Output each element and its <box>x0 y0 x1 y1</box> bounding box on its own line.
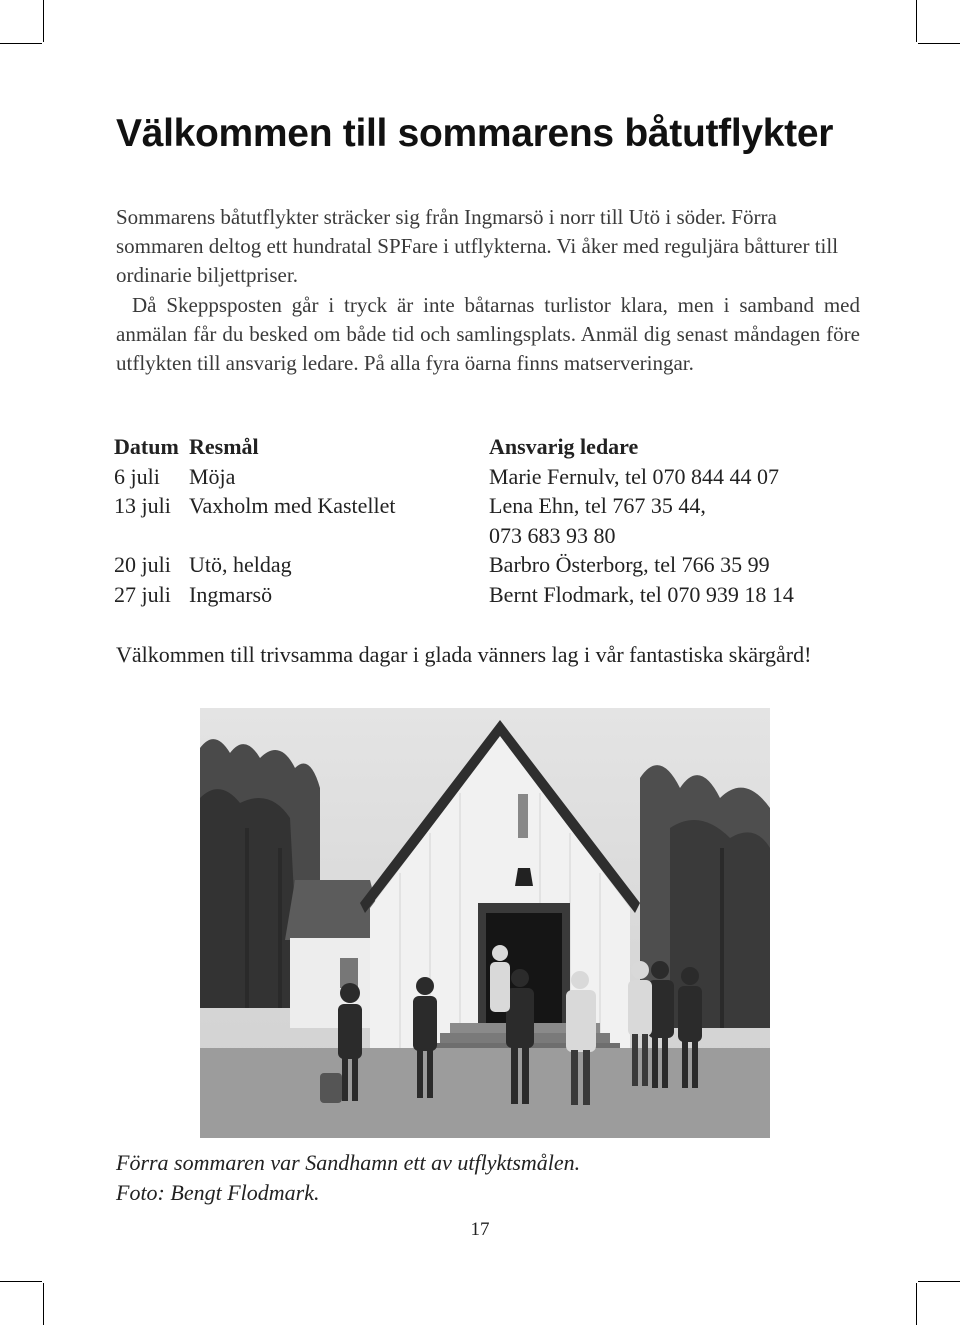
row-leader-extra: 073 683 93 80 <box>489 522 616 548</box>
row-destination: Möja <box>189 463 236 489</box>
intro-paragraph-1: Sommarens båtutflykter sträcker sig från Ingmarsö i norr till Utö i söder. Förra sommaren deltog ett hundratal SPFare i utflykterna. Vi åker med reguljära båtturer till ordinarie biljettpriser. <box>116 205 839 288</box>
chapel-photo <box>200 708 770 1138</box>
table-row <box>114 552 794 582</box>
table-row-continuation <box>114 523 794 553</box>
schedule-header-row <box>114 434 794 464</box>
photo-caption <box>116 1148 580 1208</box>
crop-mark <box>0 43 42 44</box>
crop-mark <box>43 1283 44 1325</box>
table-row <box>114 582 794 612</box>
row-destination: Utö, heldag <box>189 552 292 577</box>
crop-mark <box>918 1281 960 1282</box>
schedule-table <box>114 434 794 611</box>
crop-mark <box>43 0 44 42</box>
closing-paragraph: Välkommen till trivsamma dagar i glada vänners lag i vår fantastiska skärgård! <box>116 642 812 667</box>
bag <box>320 1073 342 1103</box>
table-row <box>114 464 794 494</box>
header-destination: Resmål <box>189 434 259 459</box>
row-leader: Bernt Flodmark, tel 070 939 18 14 <box>489 581 794 607</box>
row-leader: Lena Ehn, tel 767 35 44, <box>489 493 706 518</box>
crop-mark <box>918 43 960 44</box>
page-number: 17 <box>470 1219 490 1240</box>
row-date: 13 juli <box>114 493 171 518</box>
row-leader: Barbro Österborg, tel 766 35 99 <box>489 552 770 577</box>
caption-line-1: Förra sommaren var Sandhamn ett av utflyktsmålen. <box>116 1150 581 1175</box>
caption-line-2: Foto: Bengt Flodmark. <box>116 1180 320 1205</box>
intro-paragraph-2: Då Skeppsposten går i tryck är inte båtarnas turlistor klara, men i samband med anmälan får du besked om både tid och samlingsplats. Anmäl dig senast måndagen före utflykten till ansvarig ledare. På alla fyra öarna finns matserveringar. <box>116 293 860 376</box>
table-row <box>114 493 794 523</box>
row-date: 27 juli <box>114 581 171 607</box>
crop-mark <box>916 0 917 42</box>
page-title: Välkommen till sommarens båtutflykter <box>116 112 834 155</box>
row-destination: Vaxholm med Kastellet <box>189 493 396 518</box>
row-date: 6 juli <box>114 463 160 489</box>
header-date: Datum <box>114 434 179 459</box>
row-date: 20 juli <box>114 552 171 577</box>
crop-mark <box>0 1281 42 1282</box>
row-leader: Marie Fernulv, tel 070 844 44 07 <box>489 463 780 489</box>
header-leader: Ansvarig ledare <box>489 434 639 459</box>
row-destination: Ingmarsö <box>189 581 273 607</box>
crop-mark <box>916 1283 917 1325</box>
